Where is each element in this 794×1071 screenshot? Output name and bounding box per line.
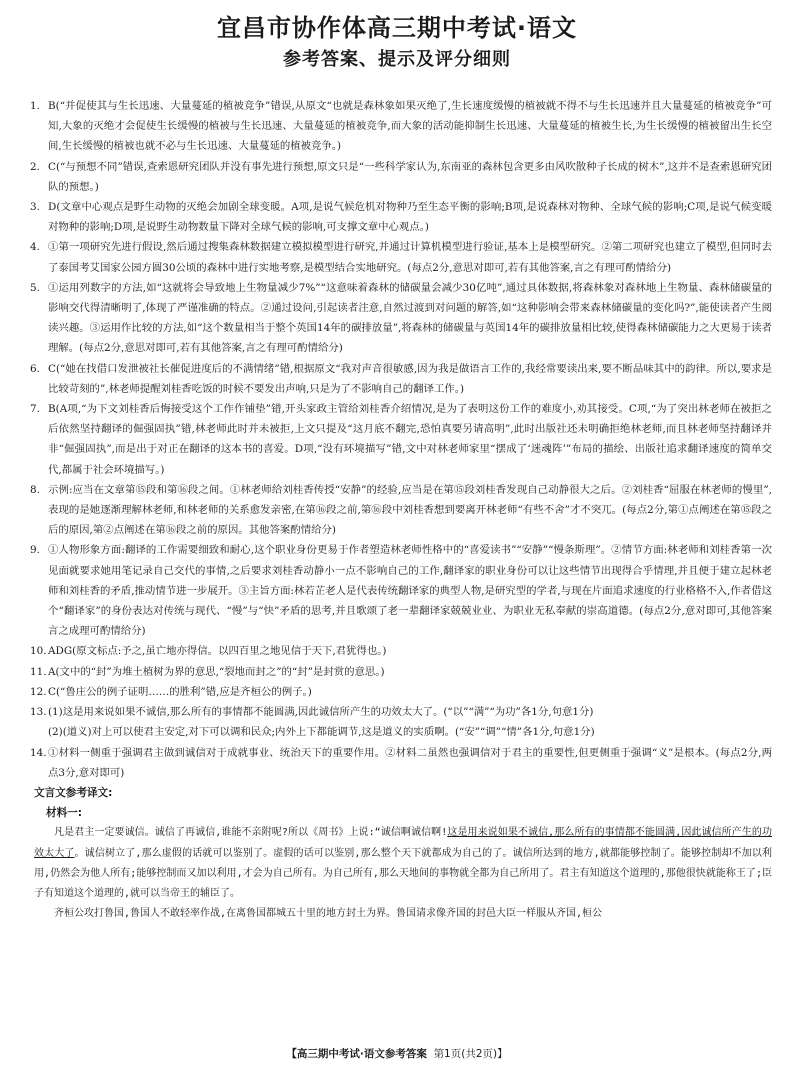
translation-text: 。诚信树立了,那么虚假的话就可以鉴别了。虚假的话可以鉴别,那么整个天下就都成为自己的了。诚信所达到的地方,就都能够控制了。能够控制却不加以利用,仍然会为他人所有;能够控制而又加以利用,才会为自己所有。为自己所有,那么天地间的事物就全都为自己所用了。君主有知道这个道理的,那他很快就能称王了;臣子有知道这个道理的,就可以当帝王的辅臣了。 bbox=[34, 847, 773, 899]
answer-item bbox=[30, 399, 772, 480]
answer-item bbox=[30, 197, 772, 237]
answer-text: ①第一项研究先进行假设,然后通过搜集森林数据建立模拟模型进行研究,并通过计算机模型进行验证,基本上是模型研究。②第二项研究也建立了模型,但同时去了泰国考艾国家公园方圆30公顷的森林中进行实地考察,是模型结合实地研究。(每点2分,意思对即可,若有其他答案,言之有理可酌情给分) bbox=[48, 241, 772, 274]
answer-number: 13. bbox=[30, 706, 47, 719]
answer-number: 2. bbox=[30, 160, 40, 173]
answer-content bbox=[30, 96, 772, 924]
material-title: 材料一: bbox=[46, 807, 83, 820]
answer-number: 9. bbox=[30, 544, 40, 557]
answer-number: 14. bbox=[30, 746, 47, 759]
answer-item bbox=[30, 682, 772, 702]
footer-page-number: 第1页(共2页)】 bbox=[433, 1048, 508, 1060]
answer-number: 3. bbox=[30, 201, 40, 214]
answer-number: 1. bbox=[30, 100, 40, 112]
translation-underlined-text: 这是用来说如果不诚信,那么所有的事情都不能圆满,因此诚信所产生的功效太大了 bbox=[34, 827, 773, 859]
answer-text: ①人物形象方面:翻译的工作需要细致和耐心,这个职业身份更易于作者塑造林老师性格中的“喜爱读书”“安静”“慢条斯理”。②情节方面:林老师和刘桂香第一次见面就要求她用笔记录自己交代的事情,之后要求刘桂香动静小一点不影响自己的工作,翻译家的职业身份可以让这些情节出现得合乎情理,并且便于建立起林老师和刘桂香的矛盾,推动情节进一步展开。③主旨方面:林若芷老人是代表传统翻译家的典型人物,是研究型的学者,与现在片面追求速度的行业格格不入,作者借这个“翻译家”的身份表达对传统与现代、“慢”与“快”矛盾的思考,并且歌颂了老一辈翻译家兢兢业业、为职业无私奉献的崇高道德。(每点2分,意对即可,其他答案言之成理可酌情给分) bbox=[48, 544, 772, 638]
answer-item bbox=[30, 540, 772, 641]
answer-text: A(文中的“封”为堆土植树为界的意思,“裂地而封之”的“封”是封赏的意思。) bbox=[48, 665, 385, 678]
translation-text: 凡是君主一定要诚信。诚信了再诚信,谁能不亲附呢?所以《周书》上说:“诚信啊诚信啊! bbox=[54, 827, 448, 839]
answer-text: C(“她在找借口发泄被社长催促进度后的不满情绪”错,根据原文“我对声音很敏感,因为我是做语言工作的,我经常要读出来,要不断品味其中的韵律。所以,要求是比较苛刻的”,林老师提醒刘桂香吃饭的时候不要发出声响,只是为了不影响自己的翻译工作。) bbox=[48, 362, 772, 395]
answer-text: 示例:应当在文章第⑮段和第⑯段之间。①林老师给刘桂香传授“安静”的经验,应当是在第⑮段刘桂香发现自己动静很大之后。②刘桂香“屈服在林老师的慢里”,表现的是她逐渐理解林老师,和林老师的关系愈发亲密,在第⑯段之前,第⑯段中刘桂香想到要离开林老师“有些不舍”才不突兀。(每点2分,第①点阐述在第⑮段之后的原因,第②点阐述在第⑯段之前的原因。其他答案酌情给分) bbox=[48, 483, 772, 537]
answer-item bbox=[30, 237, 772, 277]
translation-section-title: 文言文参考译文: bbox=[34, 786, 113, 799]
answer-number: 10. bbox=[30, 645, 47, 658]
answer-text: D(文章中心观点是野生动物的灭绝会加剧全球变暖。A项,是说气候危机对物种乃至生态平衡的影响;B项,是说森林对物种、全球气候的影响;C项,是说气候变暖对物种的影响;D项,是说野生动物数量下降对全球气候的影响,可支撑文章中心观点。) bbox=[48, 201, 772, 234]
answer-item bbox=[30, 157, 772, 197]
answer-item bbox=[30, 359, 772, 399]
answer-text: ①材料一侧重于强调君主做到诚信对于成就事业、统治天下的重要作用。②材料二虽然也强调信对于君主的重要性,但更侧重于强调“义”是根本。(每点2分,两点3分,意对即可) bbox=[48, 746, 772, 779]
answer-item bbox=[30, 278, 772, 359]
answer-item bbox=[30, 743, 772, 783]
answer-item bbox=[30, 641, 772, 661]
answer-text: B(“并促使其与生长迅速、大量蔓延的植被竞争”错误,从原文“也就是森林象如果灭绝了,生长速度缓慢的植被就不得不与生长迅速并且大量蔓延的植被竞争”可知,大象的灭绝才会促使生长缓慢的植被与生长迅速、大量蔓延的植被竞争,而大象的活动能抑制生长迅速、大量蔓延的植被生长,为生长缓慢的植被留出生长空间,生长缓慢的植被也就不必与生长迅速、大量蔓延的植被竞争。) bbox=[48, 100, 772, 153]
answer-number: 12. bbox=[30, 685, 47, 698]
page-title: 宜昌市协作体高三期中考试·语文 bbox=[216, 14, 578, 42]
answer-item bbox=[30, 702, 772, 722]
answer-number: 8. bbox=[30, 483, 40, 496]
answer-text: ①运用列数字的方法,如“这就将会导致地上生物量减少7%”“这意味着森林的储碳量会减少30亿吨”,通过具体数据,将森林象对森林地上生物量、森林储碳量的影响交代得清晰明了,体现了严谨准确的特点。②通过设问,引起读者注意,自然过渡到对问题的解答,如“这种影响会带来森林储碳量的变化吗?”,能使读者产生阅读兴趣。③运用作比较的方法,如“这个数量相当于整个英国14年的碳排放量”,将森林的储碳量与英国14年的碳排放量相比较,使得森林储碳能力之大更易于读者理解。(每点2分,意思对即可,若有其他答案,言之有理可酌情给分) bbox=[48, 281, 772, 355]
page-subtitle: 参考答案、提示及评分细则 bbox=[283, 49, 511, 70]
answer-item bbox=[30, 480, 772, 541]
answer-number: 7. bbox=[30, 403, 40, 416]
translation-paragraph: 齐桓公攻打鲁国,鲁国人不敢轻率作战,在离鲁国都城五十里的地方封土为界。鲁国请求像齐国的封邑大臣一样服从齐国,桓公 bbox=[54, 908, 603, 920]
answer-text: B(A项,“为下文刘桂香后悔接受这个工作作铺垫”错,开头家政主管给刘桂香介绍情况,是为了表明这份工作的难度小,劝其接受。C项,“为了突出林老师在被拒之后依然坚持翻译的倔强固执”错,林老师此时并未被拒,上文只提及“这月底不翻完,恐怕真要另请高明”,此时出版社还未明确拒绝林老师,而且林老师坚持翻译并非“倔强固执”,而是出于对正在翻译的这本书的喜爱。D项,“没有环境描写”错,文中对林老师家里“摆成了‘迷魂阵’”布局的描绘、出版社追求翻译速度的简单交代,都属于社会环境描写。) bbox=[48, 403, 772, 476]
answer-text: (1)这是用来说如果不诚信,那么所有的事情都不能圆满,因此诚信所产生的功效太大了。(“以”“满”“为功”各1分,句意1分) bbox=[48, 706, 594, 719]
answer-number: 4. bbox=[30, 241, 40, 254]
translation-paragraph bbox=[30, 823, 772, 904]
answer-number: 11. bbox=[30, 665, 47, 678]
answer-text: C(“鲁庄公的例子证明……的胜利”错,应是齐桓公的例子。) bbox=[48, 685, 312, 698]
answer-text: C(“与预想不同”错误,查索恩研究团队并没有事先进行预想,原文只是“一些科学家认为,东南亚的森林包含更多由风吹散种子长成的树木”,这并不是查索恩研究团队的预想。) bbox=[48, 160, 772, 193]
footer-label: 【高三期中考试·语文参考答案 bbox=[286, 1048, 427, 1060]
answer-text: (2)(道义)对上可以使君主安定,对下可以调和民众;内外上下都能调节,这是道义的实质啊。(“安”“调”“情”各1分,句意1分) bbox=[48, 726, 595, 739]
answer-number: 5. bbox=[30, 281, 40, 294]
page-footer bbox=[0, 1046, 794, 1061]
answer-number: 6. bbox=[30, 362, 40, 375]
answer-item bbox=[30, 662, 772, 682]
answer-item bbox=[30, 96, 772, 157]
answer-text: ADG(原文标点:予之,虽亡地亦得信。以四百里之地见信于天下,君犹得也。) bbox=[48, 645, 387, 658]
answer-item bbox=[30, 722, 772, 742]
